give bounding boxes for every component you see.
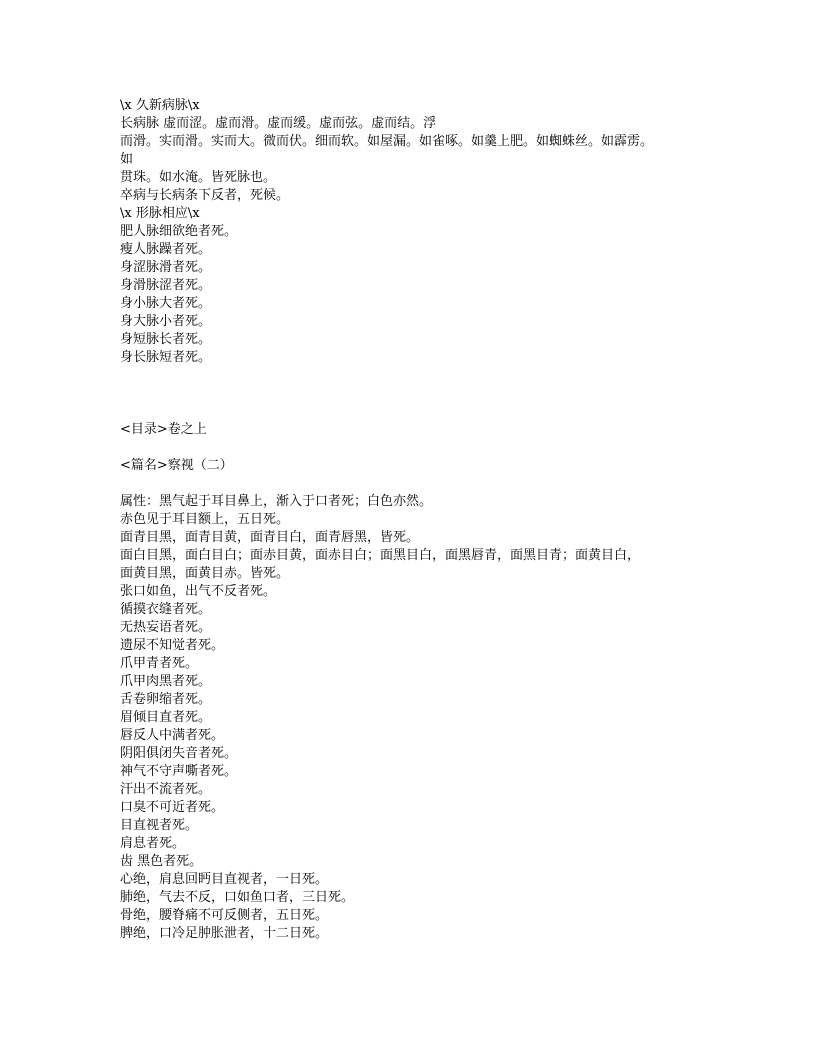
- text-line: 阴阳俱闭失音者死。: [120, 746, 238, 761]
- text-line: 肥人脉细欲绝者死。: [120, 224, 238, 239]
- text-line: 爪甲肉黑者死。: [120, 674, 212, 689]
- text-line: 贯珠。如水淹。皆死脉也。: [120, 170, 277, 185]
- toc-heading: <目录>卷之上: [120, 422, 207, 437]
- text-line: 身大脉小者死。: [120, 314, 212, 329]
- text-line: 眉倾目直者死。: [120, 710, 212, 725]
- text-line: 骨绝，腰脊痛不可反侧者，五日死。: [120, 908, 329, 923]
- text-line: 唇反人中满者死。: [120, 728, 225, 743]
- text-line: \x 形脉相应\x: [120, 206, 200, 221]
- text-line: 神气不守声嘶者死。: [120, 764, 238, 779]
- text-line: 身涩脉滑者死。: [120, 260, 212, 275]
- text-line: 齿 黑色者死。: [120, 854, 203, 869]
- text-line: 面黄目黑，面黄目赤。皆死。: [120, 566, 290, 581]
- spacer: [120, 475, 720, 493]
- text-line: 口臭不可近者死。: [120, 800, 225, 815]
- document-page: [120, 97, 720, 943]
- text-line: 面青目黑，面青目黄，面青目白，面青唇黑，皆死。: [120, 530, 420, 545]
- text-line: 而滑。实而滑。实而大。微而伏。细而软。如屋漏。如雀啄。如羹上肥。如蜘蛛丝。如霹雳。: [120, 134, 654, 149]
- text-line: 目直视者死。: [120, 818, 199, 833]
- text-line: 遗尿不知觉者死。: [120, 638, 225, 653]
- text-line: 身长脉短者死。: [120, 350, 212, 365]
- text-line: 长病脉 虚而涩。虚而滑。虚而缓。虚而弦。虚而结。浮: [120, 116, 437, 131]
- section-pulse-text: [120, 97, 720, 367]
- chapter-heading: <篇名>察视（二）: [120, 458, 233, 473]
- text-line: 肺绝，气去不反，口如鱼口者，三日死。: [120, 890, 355, 905]
- text-line: 无热妄语者死。: [120, 620, 212, 635]
- spacer: [120, 439, 720, 457]
- text-line: 爪甲青者死。: [120, 656, 199, 671]
- text-line: 身滑脉涩者死。: [120, 278, 212, 293]
- text-line: 脾绝，口冷足肿胀泄者，十二日死。: [120, 926, 329, 941]
- text-line: 心绝，肩息回眄目直视者，一日死。: [120, 872, 329, 887]
- text-line: 赤色见于耳目额上，五日死。: [120, 512, 290, 527]
- section-observation-text: [120, 493, 720, 943]
- text-line: 面白目黑，面白目白；面赤目黄，面赤目白；面黑目白，面黑唇青，面黑目青；面黄目白，: [120, 548, 641, 563]
- text-line: 舌卷卵缩者死。: [120, 692, 212, 707]
- text-line: 肩息者死。: [120, 836, 186, 851]
- text-line: 身小脉大者死。: [120, 296, 212, 311]
- text-line: 如: [120, 152, 134, 167]
- text-line: 瘦人脉躁者死。: [120, 242, 212, 257]
- spacer: [120, 367, 720, 421]
- text-line: 卒病与长病条下反者，死候。: [120, 188, 290, 203]
- text-line: 张口如鱼，出气不反者死。: [120, 584, 277, 599]
- text-line: 循摸衣缝者死。: [120, 602, 212, 617]
- text-line: 身短脉长者死。: [120, 332, 212, 347]
- text-line: \x 久新病脉\x: [120, 98, 200, 113]
- text-line: 汗出不流者死。: [120, 782, 212, 797]
- text-line: 属性：黑气起于耳目鼻上，渐入于口者死；白色亦然。: [120, 494, 433, 509]
